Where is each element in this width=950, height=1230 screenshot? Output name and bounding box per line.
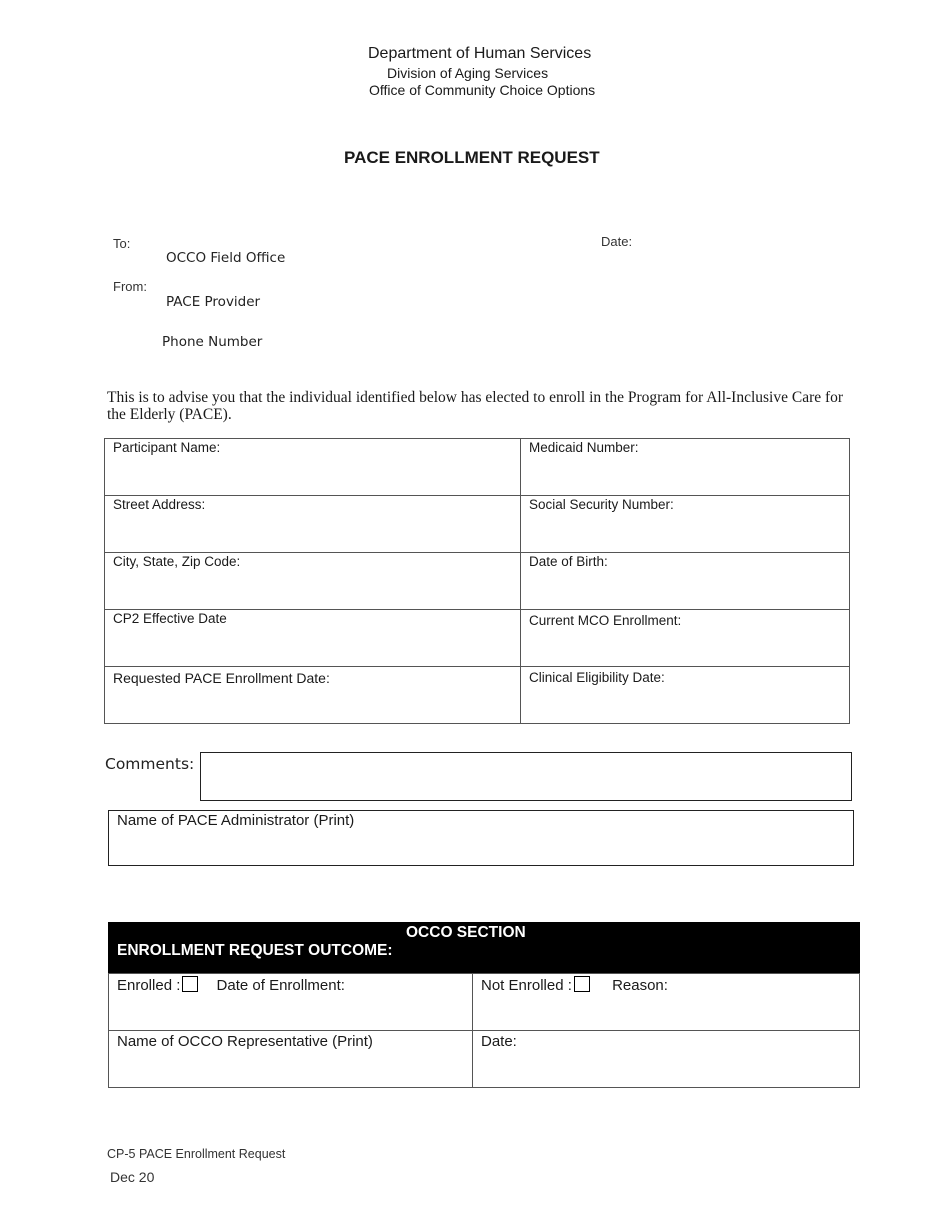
- from-value: PACE Provider: [166, 294, 261, 310]
- occo-representative-field[interactable]: [109, 1031, 473, 1088]
- occo-section-header: [108, 922, 860, 974]
- current-mco-enrollment-field[interactable]: Current MCO Enrollment:: [521, 610, 850, 667]
- office-name: Office of Community Choice Options: [369, 82, 596, 98]
- city-state-zip-field[interactable]: City, State, Zip Code:: [105, 553, 521, 610]
- administrator-name-field[interactable]: [108, 810, 854, 866]
- clinical-eligibility-date-field[interactable]: Clinical Eligibility Date:: [521, 667, 850, 724]
- requested-enrollment-date-field[interactable]: Requested PACE Enrollment Date:: [105, 667, 521, 724]
- enrolled-cell: [109, 974, 473, 1031]
- table-row: [105, 496, 850, 553]
- form-title: PACE ENROLLMENT REQUEST: [344, 148, 600, 167]
- table-row: [109, 1031, 860, 1088]
- form-id: CP-5 PACE Enrollment Request: [107, 1147, 286, 1161]
- street-address-field[interactable]: Street Address:: [105, 496, 521, 553]
- date-label: Date:: [601, 234, 633, 249]
- not-enrolled-checkbox[interactable]: [574, 976, 590, 992]
- not-enrolled-cell: [473, 974, 860, 1031]
- date-of-birth-field[interactable]: Date of Birth:: [521, 553, 850, 610]
- table-row: [105, 610, 850, 667]
- comments-input[interactable]: [200, 752, 852, 801]
- department-name: Department of Human Services: [368, 45, 592, 62]
- table-row: [105, 553, 850, 610]
- medicaid-number-field[interactable]: Medicaid Number:: [521, 439, 850, 496]
- table-row: [109, 974, 860, 1031]
- division-name: Division of Aging Services: [387, 65, 549, 81]
- advisory-text: This is to advise you that the individual identified below has elected to enroll in the Program for All-Inclusive Care for the Elderly (PACE).: [107, 389, 844, 423]
- comments-label: Comments:: [105, 755, 195, 773]
- participant-info-table: [104, 438, 850, 724]
- cp2-effective-date-field[interactable]: CP2 Effective Date: [105, 610, 521, 667]
- to-label: To:: [113, 236, 131, 251]
- from-label: From:: [113, 279, 147, 294]
- administrator-name-label: Name of PACE Administrator (Print): [117, 812, 355, 829]
- table-row: [105, 439, 850, 496]
- occo-outcome-table: [108, 973, 860, 1088]
- outcome-title: ENROLLMENT REQUEST OUTCOME:: [117, 942, 393, 959]
- enrolled-label: Enrolled :: [117, 977, 181, 994]
- enrolled-checkbox[interactable]: [182, 976, 198, 992]
- occo-date-field[interactable]: [473, 1031, 860, 1088]
- table-row: [105, 667, 850, 724]
- not-enrolled-label: Not Enrolled :: [481, 977, 572, 994]
- date-of-enrollment-label: Date of Enrollment:: [216, 977, 345, 994]
- phone-number-label: Phone Number: [162, 334, 263, 350]
- reason-label: Reason:: [612, 977, 668, 994]
- ssn-field[interactable]: Social Security Number:: [521, 496, 850, 553]
- occo-representative-label: Name of OCCO Representative (Print): [117, 1033, 373, 1050]
- form-revision: Dec 20: [110, 1169, 155, 1185]
- to-value: OCCO Field Office: [166, 250, 286, 266]
- occo-section-title: OCCO SECTION: [406, 924, 526, 941]
- participant-name-field[interactable]: Participant Name:: [105, 439, 521, 496]
- occo-date-label: Date:: [481, 1033, 517, 1050]
